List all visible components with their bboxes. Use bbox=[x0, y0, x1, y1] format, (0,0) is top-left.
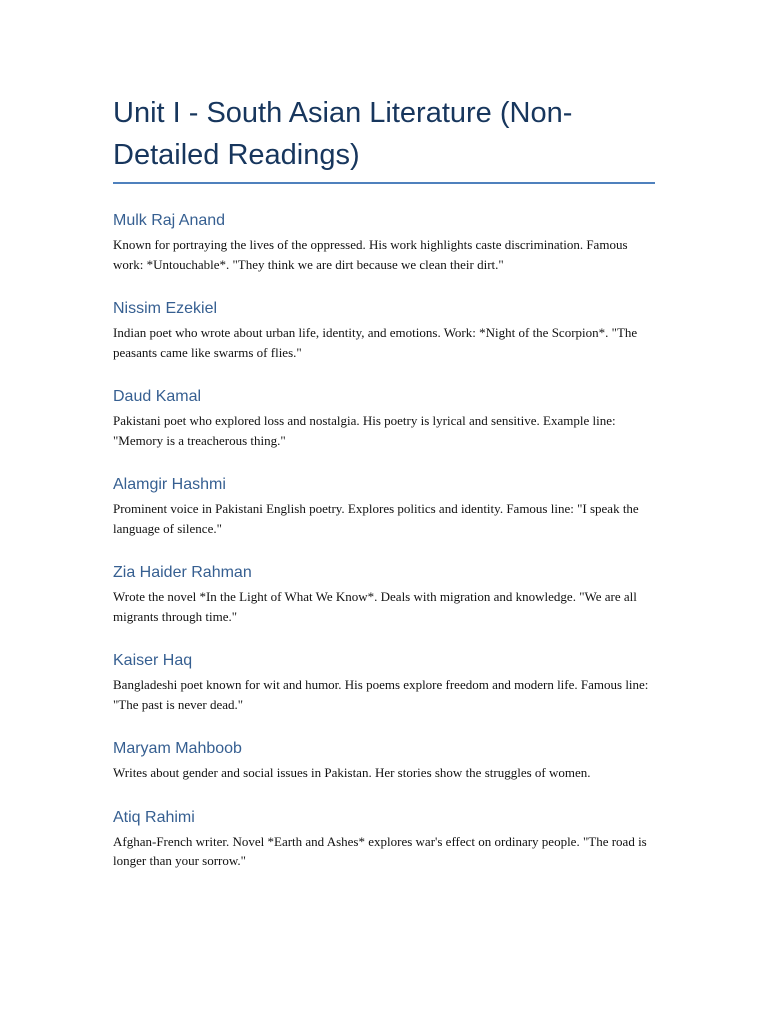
author-heading-zia-haider-rahman: Zia Haider Rahman bbox=[113, 564, 252, 581]
author-entry bbox=[113, 807, 655, 871]
author-entry bbox=[113, 298, 655, 362]
author-description: Bangladeshi poet known for wit and humor. His poems explore freedom and modern life. Famous line: "The past is never dead." bbox=[113, 677, 649, 712]
author-heading-daud-kamal: Daud Kamal bbox=[113, 388, 202, 405]
author-description: Afghan-French writer. Novel *Earth and Ashes* explores war's effect on ordinary people. "The road is longer than your sorrow." bbox=[113, 833, 647, 868]
author-heading-atiq-rahimi: Atiq Rahimi bbox=[113, 808, 195, 826]
title-underline-rule bbox=[113, 182, 655, 184]
author-entry bbox=[113, 650, 655, 714]
document-title: Unit I - South Asian Literature (Non-Detailed Readings) bbox=[113, 97, 573, 171]
author-entry bbox=[113, 738, 655, 783]
author-description: Prominent voice in Pakistani English poetry. Explores politics and identity. Famous line: "I speak the language of silence." bbox=[113, 501, 639, 536]
author-description: Writes about gender and social issues in Pakistan. Her stories show the struggles of women. bbox=[113, 765, 591, 780]
document-page bbox=[113, 92, 655, 895]
author-entry bbox=[113, 562, 655, 626]
author-heading-mulk-raj-anand: Mulk Raj Anand bbox=[113, 212, 226, 229]
author-entry bbox=[113, 474, 655, 538]
author-description: Wrote the novel *In the Light of What We Know*. Deals with migration and knowledge. "We are all migrants through time." bbox=[113, 589, 637, 624]
author-entries-list bbox=[113, 210, 655, 871]
author-heading-kaiser-haq: Kaiser Haq bbox=[113, 652, 193, 669]
author-entry bbox=[113, 386, 655, 450]
author-entry bbox=[113, 210, 655, 274]
author-description: Pakistani poet who explored loss and nostalgia. His poetry is lyrical and sensitive. Example line: "Memory is a treacherous thing." bbox=[113, 413, 616, 448]
author-description: Known for portraying the lives of the oppressed. His work highlights caste discrimination. Famous work: *Untouchable*. "They think we are dirt because we clean their dirt." bbox=[113, 237, 628, 272]
author-heading-nissim-ezekiel: Nissim Ezekiel bbox=[113, 300, 218, 317]
author-heading-alamgir-hashmi: Alamgir Hashmi bbox=[113, 476, 226, 493]
author-description: Indian poet who wrote about urban life, identity, and emotions. Work: *Night of the Scorpion*. "The peasants came like swarms of flies." bbox=[113, 325, 638, 360]
author-heading-maryam-mahboob: Maryam Mahboob bbox=[113, 740, 242, 757]
